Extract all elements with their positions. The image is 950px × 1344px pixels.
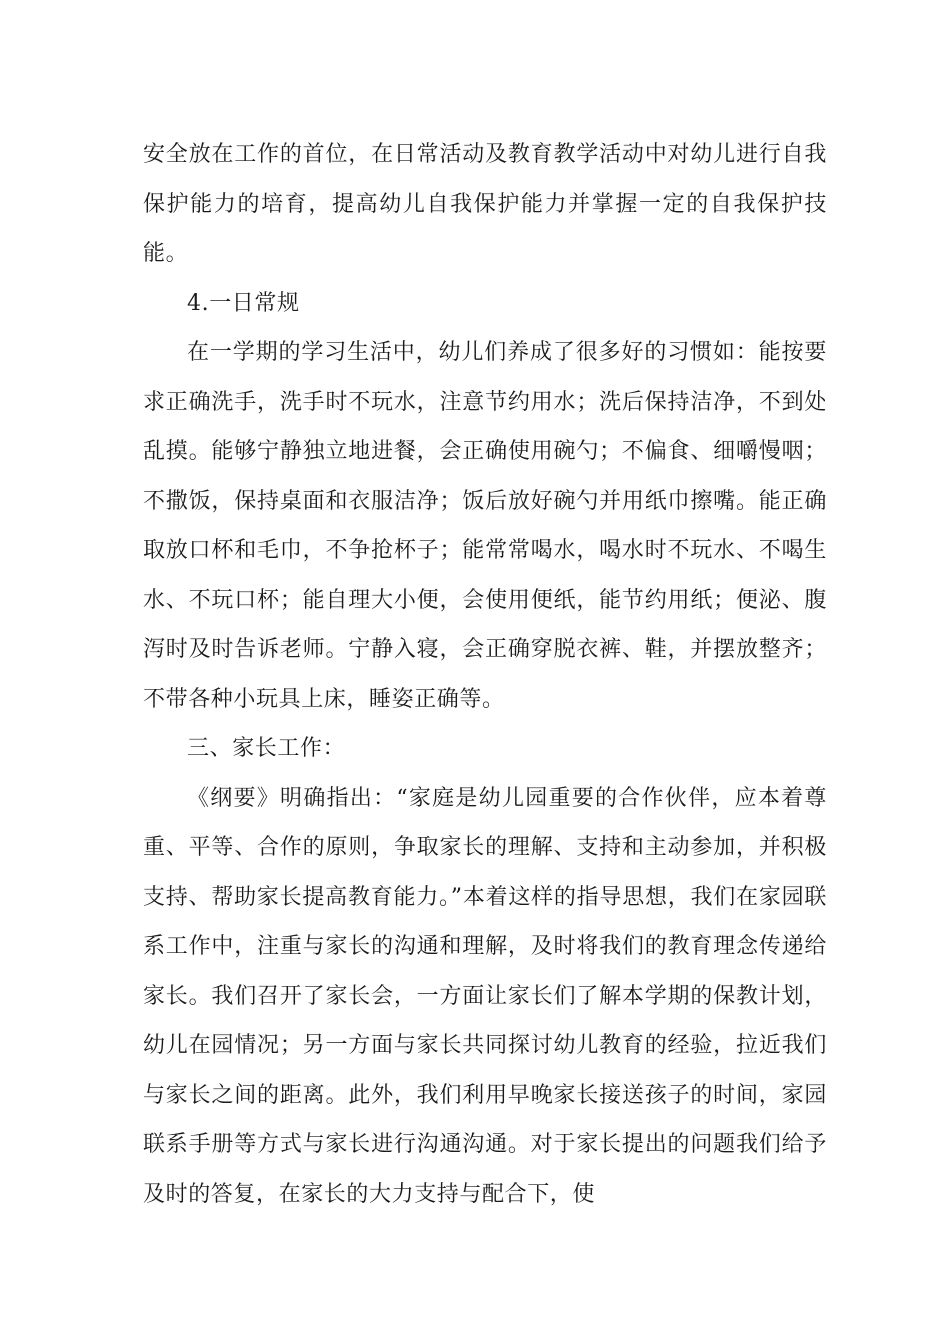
section-heading-daily-routine: 4.一日常规 [187,290,300,316]
paragraph-daily-routine: 在一学期的学习生活中，幼儿们养成了很多好的习惯如：能按要求正确洗手，洗手时不玩水，注意节约用水；洗后保持洁净，不到处乱摸。能够宁静独立地进餐，会正确使用碗勺；不偏食、细嚼慢咽；不撒饭，保持桌面和衣服洁净；饭后放好碗勺并用纸巾擦嘴。能正确取放口杯和毛巾，不争抢杯子；能常常喝水，喝水时不玩水、不喝生水、不玩口杯；能自理大小便，会使用便纸，能节约用纸；便泌、腹泻时及时告诉老师。宁静入寝，会正确穿脱衣裤、鞋，并摆放整齐；不带各种小玩具上床，睡姿正确等。 [143,340,827,712]
section-heading-parent-work: 三、家长工作： [187,736,346,761]
paragraph-parent-work: 《纲要》明确指出：“家庭是幼儿园重要的合作伙伴，应本着尊重、平等、合作的原则，争取家长的理解、支持和主动参加，并积极支持、帮助家长提高教育能力。”本着这样的指导思想，我们在家园联系工作中，注重与家长的沟通和理解，及时将我们的教育理念传递给家长。我们召开了家长会，一方面让家长们了解本学期的保教计划，幼儿在园情况；另一方面与家长共同探讨幼儿教育的经验，拉近我们与家长之间的距离。此外，我们利用早晚家长接送孩子的时间，家园联系手册等方式与家长进行沟通沟通。对于家长提出的问题我们给予及时的答复，在家长的大力支持与配合下，使 [143,785,827,1207]
paragraph-safety-continued: 安全放在工作的首位，在日常活动及教育教学活动中对幼儿进行自我保护能力的培育，提高幼儿自我保护能力并掌握一定的自我保护技能。 [143,142,827,266]
body-text [143,130,827,1219]
